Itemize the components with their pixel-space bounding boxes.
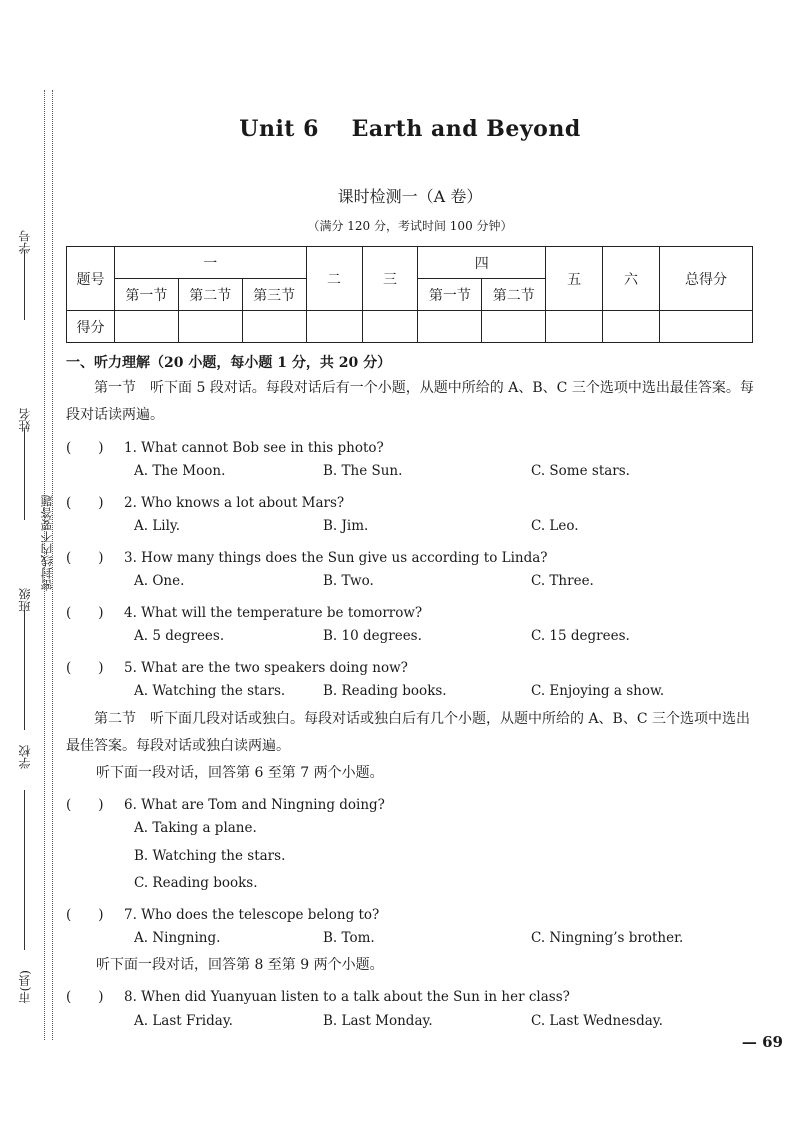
question-text: 1. What cannot Bob see in this photo? (124, 440, 384, 456)
page-number: — 69 (741, 1033, 783, 1051)
part-one-section3: 第三节 (242, 279, 306, 311)
option-c: C. Some stars. (531, 463, 630, 479)
option-b: B. 10 degrees. (323, 628, 422, 644)
question-2 (66, 491, 344, 511)
exam-note: （满分 120 分，考试时间 100 分钟） (307, 219, 513, 233)
option-a: A. The Moon. (134, 463, 226, 479)
option-b: B. Jim. (323, 518, 369, 534)
question-text: 5. What are the two speakers doing now? (124, 660, 408, 676)
part-five-header: 五 (546, 247, 603, 311)
option-c: C. 15 degrees. (531, 628, 630, 644)
score-cell[interactable] (306, 311, 362, 343)
question-4 (66, 601, 422, 621)
part-two-header: 二 (306, 247, 362, 311)
option-a: A. 5 degrees. (134, 628, 225, 644)
option-b: B. Tom. (323, 930, 375, 946)
class-blank (24, 610, 25, 730)
option-c: C. Enjoying a show. (531, 683, 665, 699)
name-label: 姓名 (18, 408, 32, 432)
total-score-header: 总得分 (660, 247, 753, 311)
part-six-header: 六 (603, 247, 660, 311)
dialog-8-9-instruction: 听下面一段对话，回答第 8 至第 9 两个小题。 (96, 957, 384, 973)
question-text: 2. Who knows a lot about Mars? (124, 495, 345, 511)
option-a: A. Lily. (134, 518, 181, 534)
answer-blank[interactable]: ( ) (66, 550, 104, 566)
score-cell[interactable] (418, 311, 482, 343)
score-cell[interactable] (242, 311, 306, 343)
option-a: A. Ningning. (134, 930, 221, 946)
city-label: 市(县) (18, 970, 32, 1004)
option-b: B. Last Monday. (323, 1013, 433, 1029)
part2-instructions: 第二节 听下面几段对话或独白。每段对话或独白后有几个小题，从题中所给的 A、B、C 三个选项中选出最佳答案。每段对话或独白读两遍。 (66, 711, 751, 754)
answer-blank[interactable]: ( ) (66, 660, 104, 676)
class-label: 班级 (18, 588, 32, 612)
answer-blank[interactable]: ( ) (66, 907, 104, 923)
part-four-section2: 第二节 (482, 279, 546, 311)
question-text: 4. What will the temperature be tomorrow? (124, 605, 423, 621)
part-four-section1: 第一节 (418, 279, 482, 311)
school-label: 学校 (18, 745, 32, 769)
question-5 (66, 656, 408, 676)
option-b: B. Watching the stars. (134, 848, 286, 864)
part-one-section1: 第一节 (114, 279, 178, 311)
option-a: A. Last Friday. (134, 1013, 233, 1029)
score-table (66, 246, 753, 343)
score-cell[interactable] (482, 311, 546, 343)
student-id-label: 学号 (18, 230, 32, 254)
part-three-header: 三 (362, 247, 418, 311)
question-3 (66, 546, 548, 566)
question-number-header: 题号 (67, 247, 115, 311)
option-c: C. Leo. (531, 518, 579, 534)
option-c: C. Reading books. (134, 875, 258, 891)
question-text: 3. How many things does the Sun give us according to Linda? (124, 550, 548, 566)
question-text: 8. When did Yuanyuan listen to a talk about the Sun in her class? (124, 989, 570, 1005)
name-blank (24, 430, 25, 520)
section-heading: 一、听力理解（20 小题，每小题 1 分，共 20 分） (66, 355, 392, 371)
question-6 (66, 793, 385, 813)
page-subtitle: 课时检测一（A 卷） (337, 187, 483, 206)
answer-blank[interactable]: ( ) (66, 605, 104, 621)
part-one-section2: 第二节 (178, 279, 242, 311)
answer-blank[interactable]: ( ) (66, 440, 104, 456)
answer-blank[interactable]: ( ) (66, 989, 104, 1005)
answer-blank[interactable]: ( ) (66, 797, 104, 813)
answer-blank[interactable]: ( ) (66, 495, 104, 511)
score-row-label: 得分 (67, 311, 115, 343)
question-text: 7. Who does the telescope belong to? (124, 907, 380, 923)
score-cell[interactable] (546, 311, 603, 343)
dialog-6-7-instruction: 听下面一段对话，回答第 6 至第 7 两个小题。 (96, 765, 384, 781)
option-b: B. The Sun. (323, 463, 403, 479)
school-blank (24, 790, 25, 950)
option-a: A. Taking a plane. (134, 820, 257, 836)
option-c: C. Last Wednesday. (531, 1013, 663, 1029)
question-1 (66, 436, 384, 456)
score-cell[interactable] (660, 311, 753, 343)
score-cell[interactable] (114, 311, 178, 343)
question-text: 6. What are Tom and Ningning doing? (124, 797, 385, 813)
option-a: A. One. (134, 573, 185, 589)
option-b: B. Two. (323, 573, 374, 589)
part-one-header: 一 (114, 247, 306, 279)
option-c: C. Three. (531, 573, 594, 589)
score-cell[interactable] (178, 311, 242, 343)
question-7 (66, 903, 379, 923)
part1-instructions: 第一节 听下面 5 段对话。每段对话后有一个小题，从题中所给的 A、B、C 三个选项中选出最佳答案。每段对话读两遍。 (66, 380, 754, 423)
page-title: Unit 6 Earth and Beyond (239, 116, 581, 142)
option-b: B. Reading books. (323, 683, 447, 699)
seal-warning: 密封线内不要答题 (40, 495, 54, 591)
score-cell[interactable] (603, 311, 660, 343)
score-cell[interactable] (362, 311, 418, 343)
question-8 (66, 985, 570, 1005)
option-c: C. Ningning’s brother. (531, 930, 684, 946)
option-a: A. Watching the stars. (134, 683, 286, 699)
student-id-blank (24, 250, 25, 320)
part-four-header: 四 (418, 247, 546, 279)
